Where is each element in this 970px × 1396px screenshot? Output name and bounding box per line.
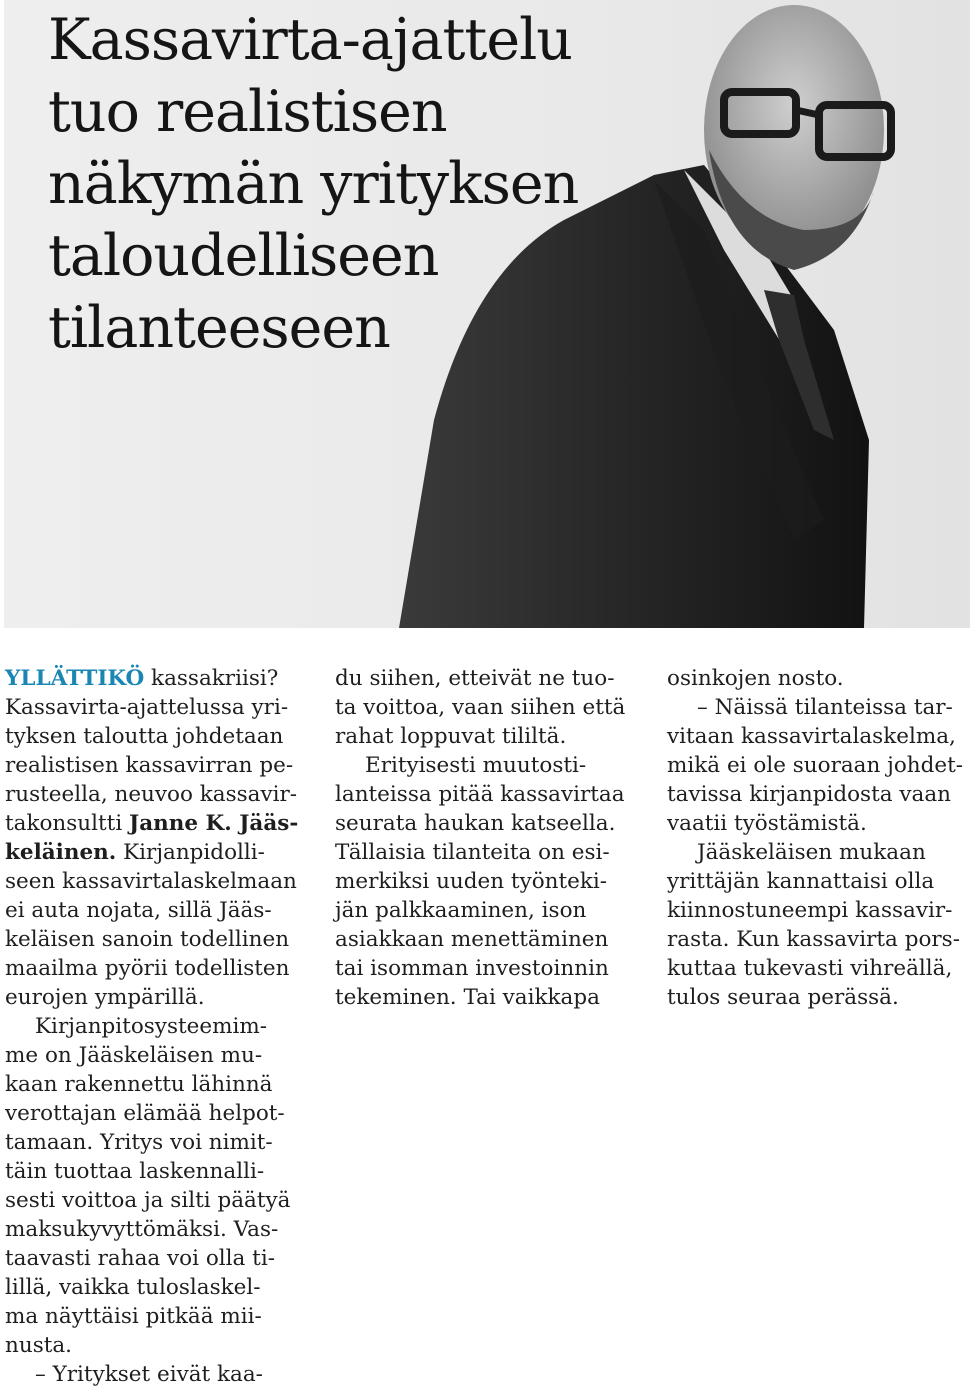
text-span: Kirjanpidolli-	[116, 840, 265, 865]
text-span: seurata haukan katseella.	[335, 811, 616, 836]
text-line	[5, 722, 325, 751]
text-line	[335, 780, 655, 809]
text-span: seen kassavirtalaskelmaan	[5, 869, 297, 894]
text-line	[5, 1099, 325, 1128]
text-line	[335, 954, 655, 983]
text-span: taavasti rahaa voi olla ti-	[5, 1246, 275, 1271]
text-line	[667, 983, 970, 1012]
text-line	[5, 809, 325, 838]
text-line	[5, 867, 325, 896]
text-span: kaan rakennettu lähinnä	[5, 1072, 273, 1097]
text-line	[667, 925, 970, 954]
headline-line: taloudelliseen	[48, 223, 439, 289]
text-line	[667, 751, 970, 780]
article-column-2	[335, 664, 655, 1012]
text-line	[335, 751, 655, 780]
text-line	[5, 1157, 325, 1186]
text-span: ma näyttäisi pitkää mii-	[5, 1304, 262, 1329]
text-span: Erityisesti muutosti-	[365, 753, 587, 778]
text-line	[5, 1041, 325, 1070]
text-line	[667, 664, 970, 693]
text-span: me on Jääskeläisen mu-	[5, 1043, 263, 1068]
text-line	[335, 838, 655, 867]
text-span: yrittäjän kannattaisi olla	[667, 869, 935, 894]
text-line	[335, 664, 655, 693]
text-line	[5, 1215, 325, 1244]
headline-line: Kassavirta-ajattelu	[48, 7, 573, 73]
text-span: kuttaa tukevasti vihreällä,	[667, 956, 953, 981]
text-span: mikä ei ole suoraan johdet-	[667, 753, 964, 778]
text-span: maksukyvyttömäksi. Vas-	[5, 1217, 279, 1242]
text-line	[335, 983, 655, 1012]
text-line	[5, 896, 325, 925]
text-line	[335, 722, 655, 751]
text-line	[5, 693, 325, 722]
text-line	[667, 954, 970, 983]
text-span: takonsultti	[5, 811, 130, 836]
text-span: tamaan. Yritys voi nimit-	[5, 1130, 273, 1155]
text-span: osinkojen nosto.	[667, 666, 844, 691]
text-span: vitaan kassavirtalaskelma,	[667, 724, 956, 749]
text-span: vaatii työstämistä.	[667, 811, 867, 836]
text-span: Kirjanpitosysteemim-	[35, 1014, 267, 1039]
text-span: ei auta nojata, sillä Jääs-	[5, 898, 272, 923]
text-line	[5, 954, 325, 983]
text-line	[5, 925, 325, 954]
text-span: – Näissä tilanteissa tar-	[697, 695, 953, 720]
text-line	[667, 867, 970, 896]
text-span: asiakkaan menettäminen	[335, 927, 609, 952]
text-line	[5, 1244, 325, 1273]
text-line	[5, 983, 325, 1012]
text-span: tai isomman investoinnin	[335, 956, 609, 981]
text-span: tavissa kirjanpidosta vaan	[667, 782, 952, 807]
text-line	[667, 722, 970, 751]
text-span: tulos seuraa perässä.	[667, 985, 899, 1010]
text-span: Kassavirta-ajattelussa yri-	[5, 695, 289, 720]
text-line	[335, 896, 655, 925]
text-line	[5, 1331, 325, 1360]
text-span: keläisen sanoin todellinen	[5, 927, 290, 952]
text-line	[5, 1012, 325, 1041]
text-line	[5, 1360, 325, 1389]
headline	[48, 4, 578, 364]
text-span: tyksen taloutta johdetaan	[5, 724, 284, 749]
text-line	[667, 838, 970, 867]
text-line	[5, 1070, 325, 1099]
text-line	[5, 838, 325, 867]
text-span: jän palkkaaminen, ison	[335, 898, 587, 923]
headline-line: tilanteeseen	[48, 295, 390, 361]
text-span: lillä, vaikka tuloslaskel-	[5, 1275, 261, 1300]
text-line	[667, 780, 970, 809]
text-span: maailma pyörii todellisten	[5, 956, 290, 981]
text-span: – Yritykset eivät kaa-	[35, 1362, 263, 1387]
text-line	[335, 809, 655, 838]
text-span: Jääskeläisen mukaan	[697, 840, 926, 865]
text-line	[5, 751, 325, 780]
text-line	[335, 693, 655, 722]
bold-name: keläinen.	[5, 840, 117, 865]
bold-name: Janne K. Jääs-	[129, 811, 299, 836]
text-span: nusta.	[5, 1333, 73, 1358]
text-line	[667, 896, 970, 925]
text-span: kassakriisi?	[144, 666, 279, 691]
text-line	[5, 1302, 325, 1331]
text-span: tekeminen. Tai vaikkapa	[335, 985, 600, 1010]
text-span: ta voittoa, vaan siihen että	[335, 695, 626, 720]
text-span: verottajan elämää helpot-	[5, 1101, 285, 1126]
text-span: du siihen, etteivät ne tuo-	[335, 666, 615, 691]
text-span: realistisen kassavirran pe-	[5, 753, 294, 778]
text-span: merkiksi uuden työnteki-	[335, 869, 608, 894]
text-line	[5, 1128, 325, 1157]
text-span: rahat loppuvat tililtä.	[335, 724, 567, 749]
text-line	[335, 867, 655, 896]
text-span: kiinnostuneempi kassavir-	[667, 898, 953, 923]
lead-word: YLLÄTTIKÖ	[5, 666, 145, 691]
text-span: rasta. Kun kassavirta pors-	[667, 927, 960, 952]
text-line	[5, 1186, 325, 1215]
text-span: rusteella, neuvoo kassavir-	[5, 782, 298, 807]
text-span: täin tuottaa laskennalli-	[5, 1159, 265, 1184]
text-line	[335, 925, 655, 954]
headline-line: tuo realistisen	[48, 79, 447, 145]
text-span: lanteissa pitää kassavirtaa	[335, 782, 625, 807]
text-line	[5, 1273, 325, 1302]
text-span: eurojen ympärillä.	[5, 985, 205, 1010]
text-span: Tällaisia tilanteita on esi-	[335, 840, 610, 865]
text-line	[667, 809, 970, 838]
headline-line: näkymän yrityksen	[48, 151, 579, 217]
article-column-3	[667, 664, 970, 1012]
text-span: sesti voittoa ja silti päätyä	[5, 1188, 291, 1213]
article-column-1	[5, 664, 325, 1389]
text-line	[5, 664, 325, 693]
text-line	[5, 780, 325, 809]
text-line	[667, 693, 970, 722]
